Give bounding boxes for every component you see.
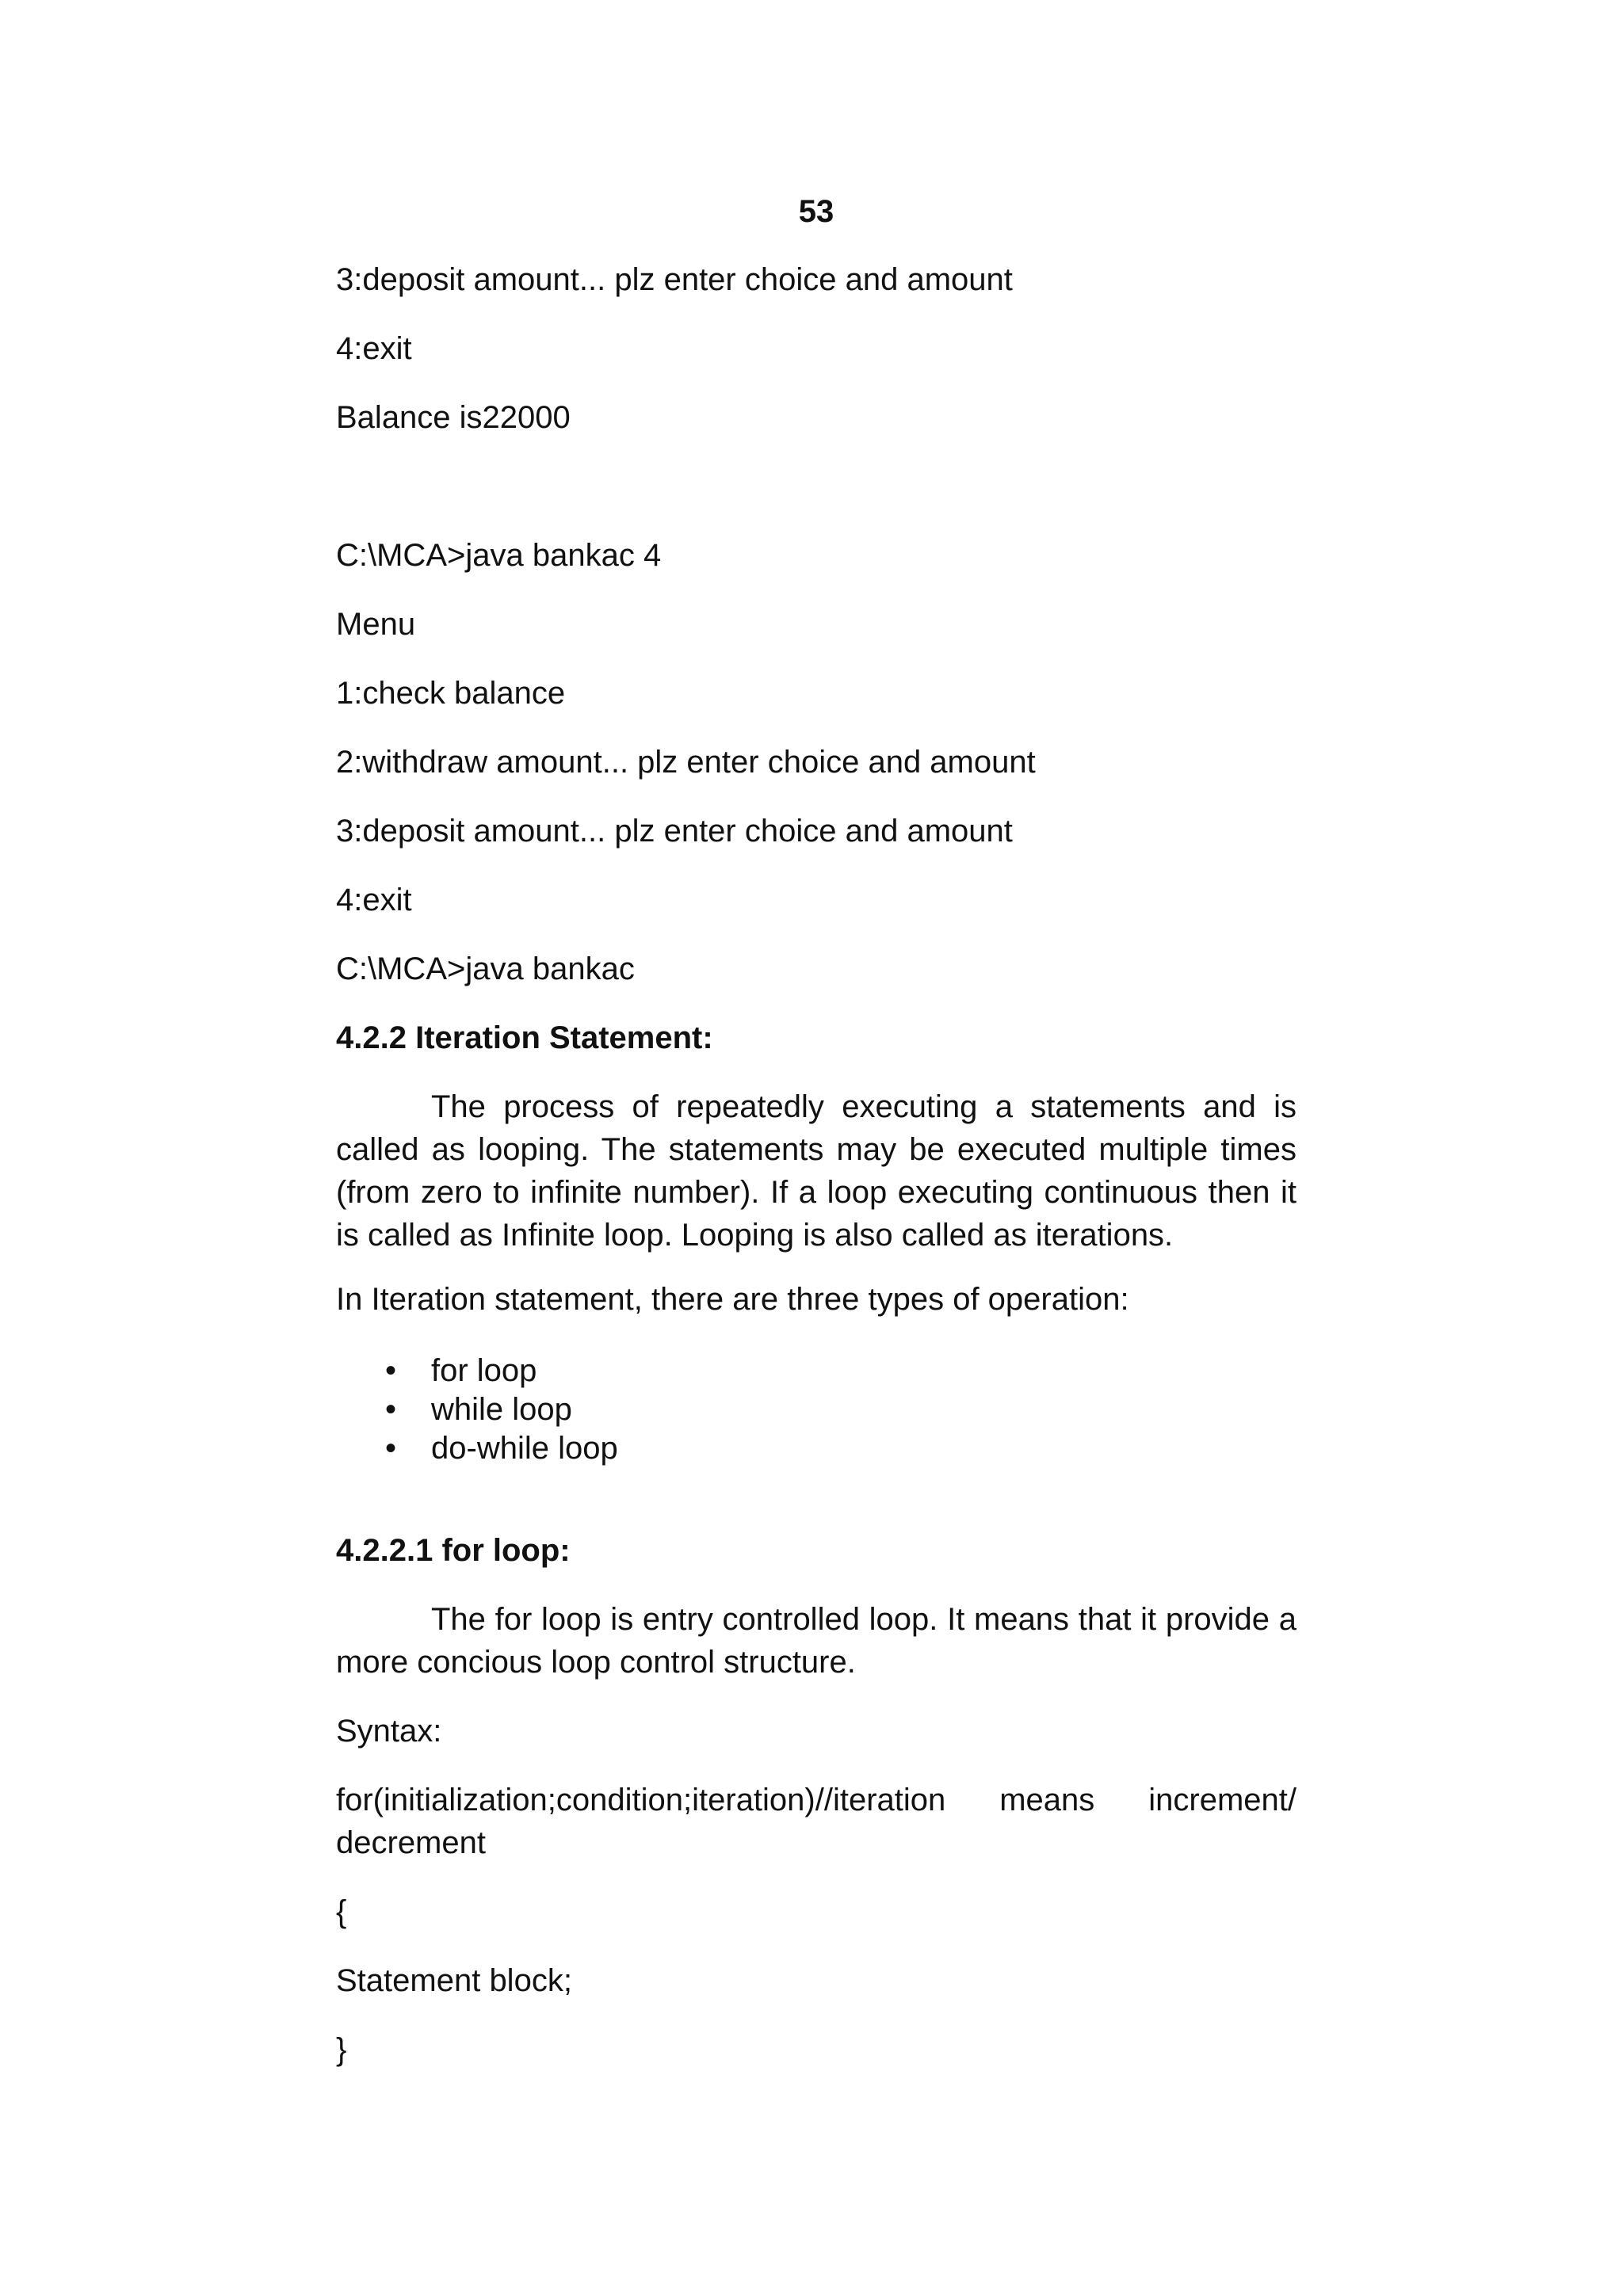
section-heading: 4.2.2 Iteration Statement: xyxy=(336,1020,713,1055)
output-line-balance: Balance is22000 xyxy=(336,400,571,435)
output-line-exit: 4:exit xyxy=(336,331,412,366)
loop-types-list xyxy=(336,1352,618,1468)
close-brace: } xyxy=(336,2032,347,2067)
subsection-heading: 4.2.2.1 for loop: xyxy=(336,1533,571,1568)
output-line-exit-2: 4:exit xyxy=(336,883,412,917)
bullet-icon: • xyxy=(385,1392,397,1427)
bullet-icon: • xyxy=(385,1431,397,1466)
for-loop-paragraph: The for loop is entry controlled loop. It means that it provide a more concious loop control structure. xyxy=(336,1602,1296,1680)
list-item-label: do-while loop xyxy=(431,1431,618,1466)
output-line-check-balance: 1:check balance xyxy=(336,676,566,711)
command-line-bankac: C:\MCA>java bankac xyxy=(336,952,635,986)
syntax-statement xyxy=(336,1779,1296,1864)
output-line-menu: Menu xyxy=(336,607,416,642)
syntax-continuation: decrement xyxy=(336,1825,486,1860)
list-item-label: while loop xyxy=(431,1392,572,1427)
list-item xyxy=(336,1390,618,1429)
open-brace: { xyxy=(336,1894,347,1929)
list-item-label: for loop xyxy=(431,1353,537,1388)
types-intro: In Iteration statement, there are three types of operation: xyxy=(336,1282,1129,1317)
document-page xyxy=(336,0,1296,2296)
output-line-withdraw: 2:withdraw amount... plz enter choice and amount xyxy=(336,745,1036,780)
syntax-word-increment: increment/ xyxy=(1148,1783,1296,1817)
list-item xyxy=(336,1429,618,1468)
intro-paragraph: The process of repeatedly executing a statements and is called as looping. The statements may be executed multiple times (from zero to infinite number). If a loop executing continuous then it is called as Infinite loop. Looping is also called as iterations. xyxy=(336,1089,1296,1253)
syntax-for-expression: for(initialization;condition;iteration)//iteration xyxy=(336,1783,946,1817)
page-number: 53 xyxy=(798,194,834,229)
list-item xyxy=(336,1352,618,1390)
statement-block: Statement block; xyxy=(336,1963,572,1998)
output-line-deposit: 3:deposit amount... plz enter choice and amount xyxy=(336,262,1013,297)
bullet-icon: • xyxy=(385,1353,397,1388)
command-line-bankac-4: C:\MCA>java bankac 4 xyxy=(336,538,662,573)
syntax-first-line xyxy=(336,1779,1296,1821)
output-line-deposit-2: 3:deposit amount... plz enter choice and amount xyxy=(336,814,1013,849)
syntax-word-means: means xyxy=(999,1783,1095,1817)
syntax-label: Syntax: xyxy=(336,1714,442,1749)
